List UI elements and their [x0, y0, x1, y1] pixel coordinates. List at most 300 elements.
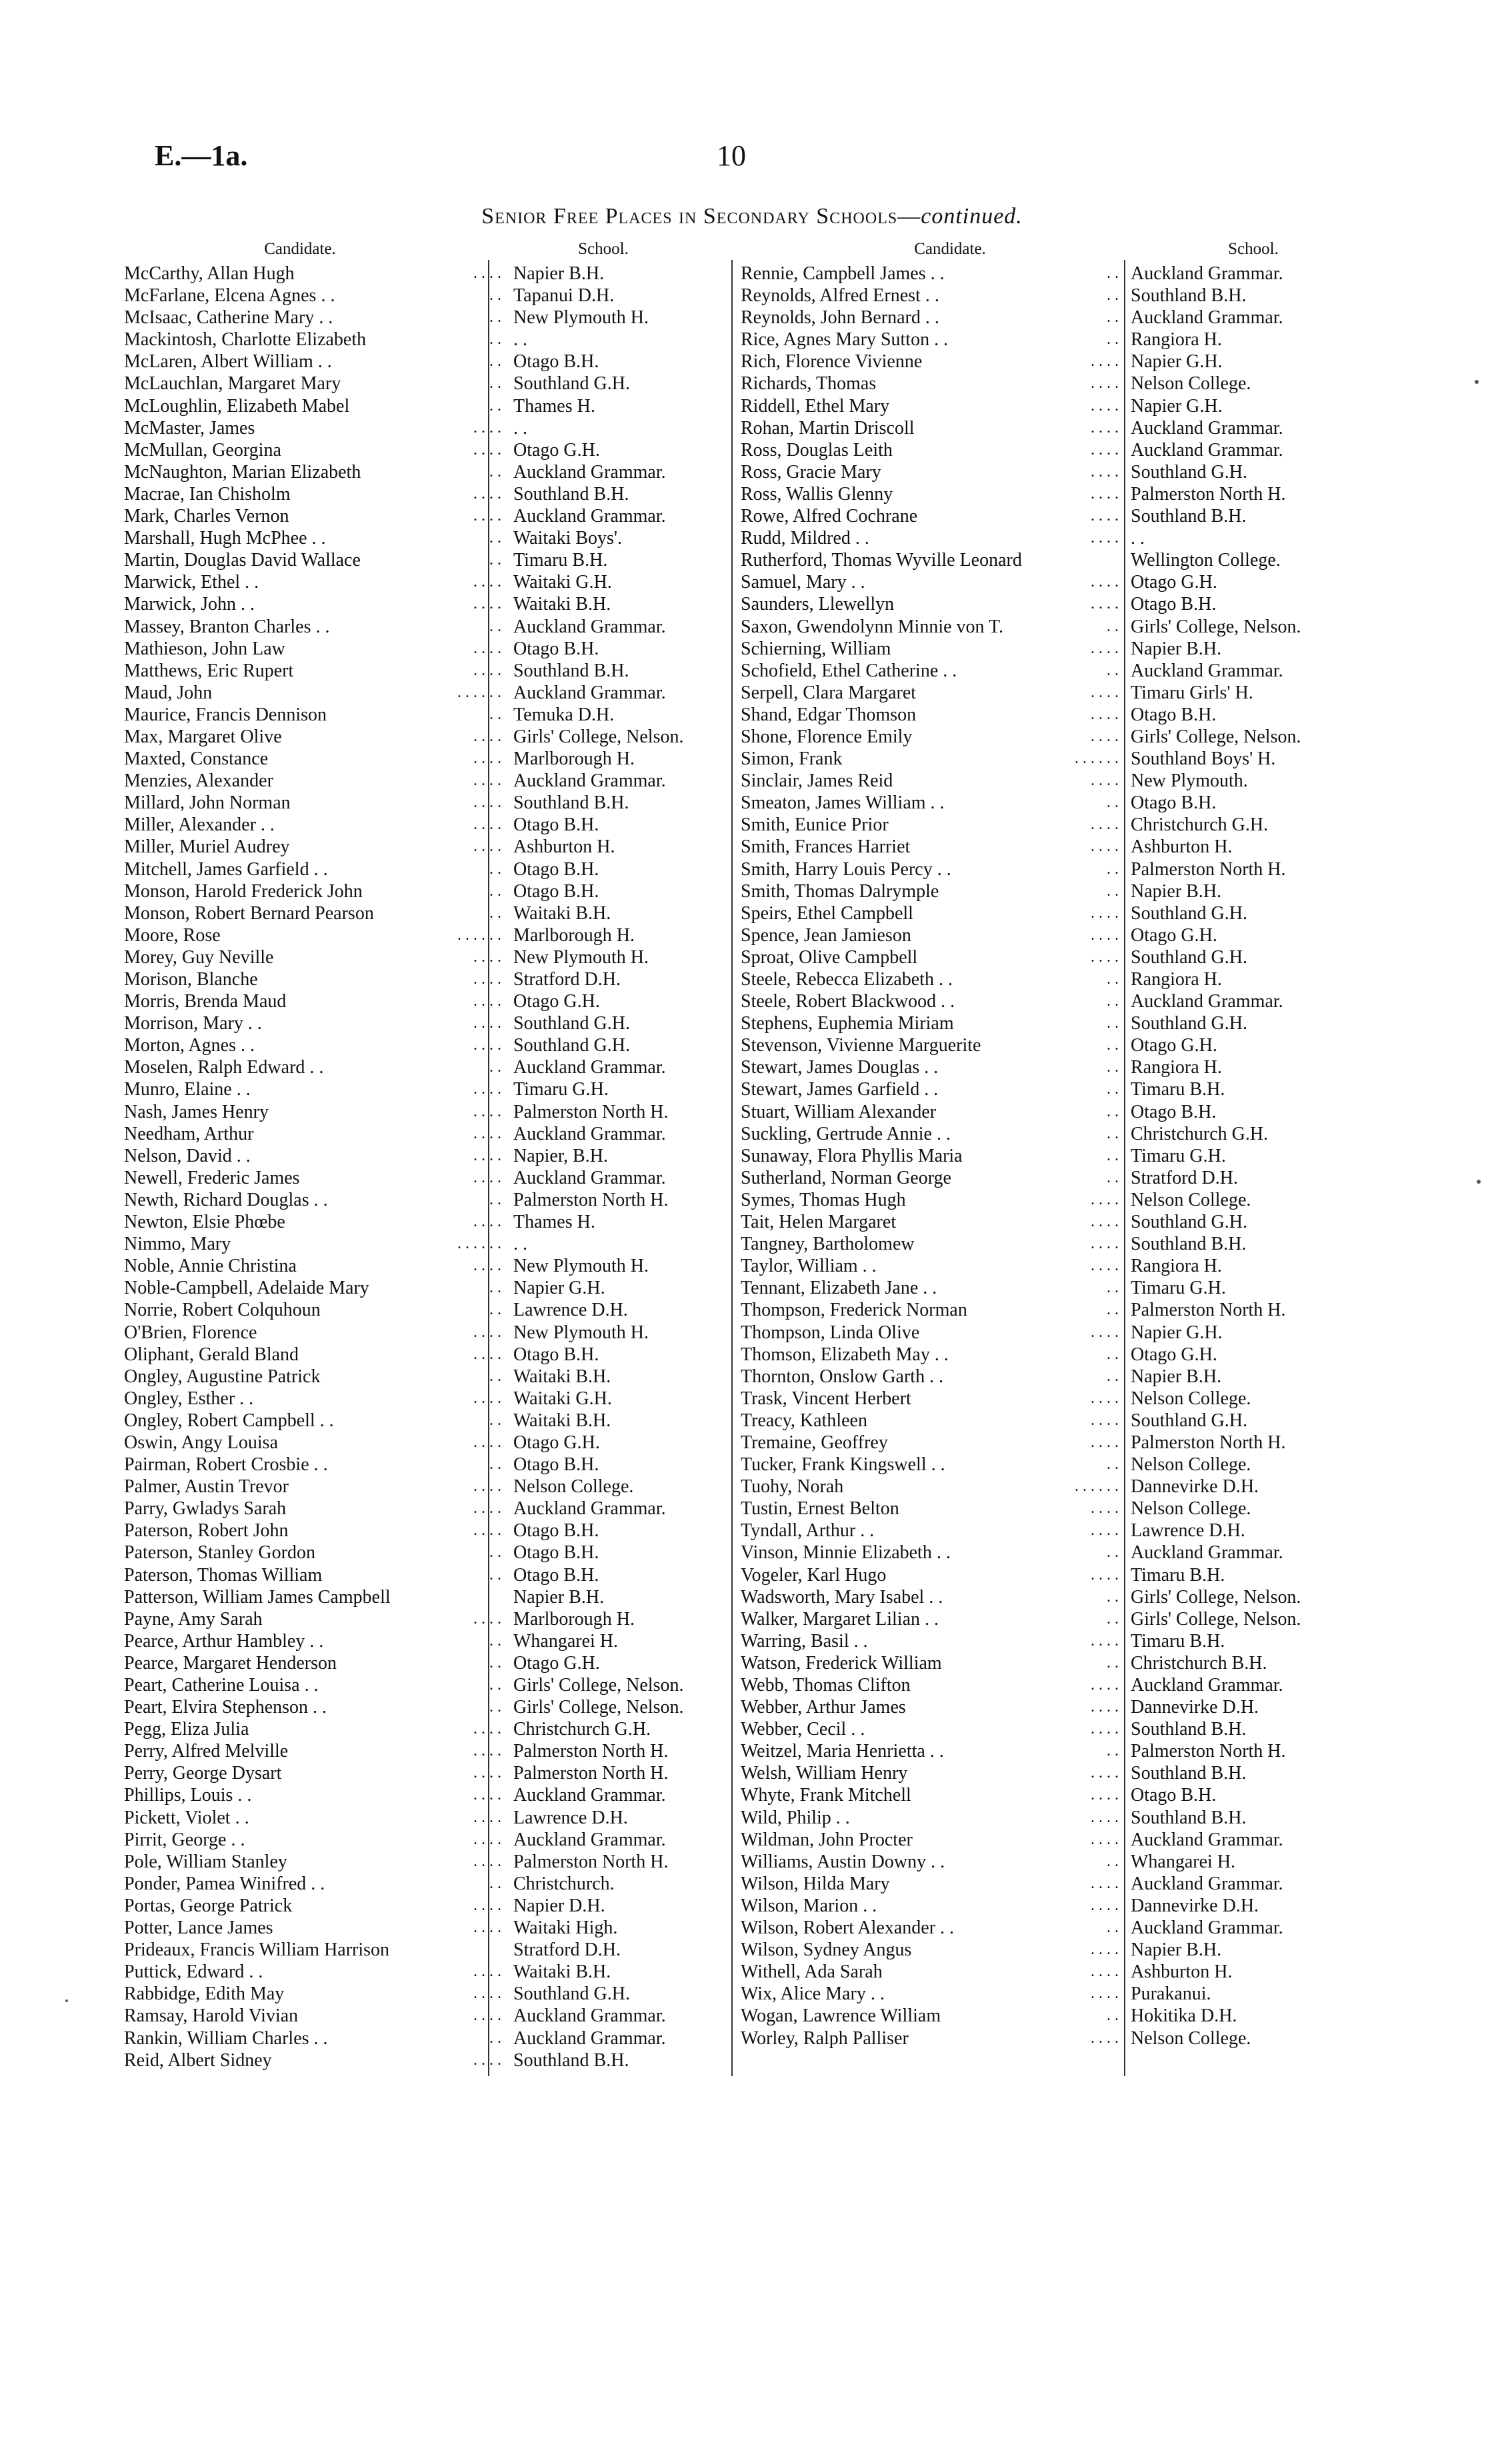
leader-dots: . .	[1107, 1168, 1119, 1186]
candidate-name: Vogeler, Karl Hugo	[741, 1564, 887, 1586]
leader-dots: . . . .	[1091, 904, 1119, 922]
candidate-name: Richards, Thomas	[741, 373, 877, 395]
candidate-name: McMaster, James	[124, 417, 255, 439]
school-name: Auckland Grammar.	[513, 770, 666, 792]
table-row	[124, 483, 724, 505]
school-name: Southland B.H.	[1131, 1807, 1247, 1828]
leader-dots: . . . .	[473, 1389, 501, 1407]
leader-dots: . . . .	[473, 1963, 501, 1981]
table-row	[741, 924, 1407, 946]
school-name: Southland B.H.	[1131, 1763, 1247, 1784]
candidate-name: Saxon, Gwendolynn Minnie von T.	[741, 616, 1004, 637]
school-name: . .	[513, 1234, 527, 1255]
table-row	[124, 1101, 724, 1123]
school-name: Timaru Girls' H.	[1131, 682, 1253, 703]
school-name: Auckland Grammar.	[1131, 991, 1283, 1012]
leader-dots: . . . .	[1091, 1720, 1119, 1738]
leader-dots: . .	[1107, 1124, 1119, 1142]
table-row	[124, 1123, 724, 1145]
school-name: New Plymouth H.	[513, 1256, 649, 1277]
school-name: Otago G.H.	[513, 1652, 600, 1674]
leader-dots: . . . .	[473, 1830, 501, 1848]
school-name: Waitaki B.H.	[513, 594, 611, 615]
table-row	[124, 1498, 724, 1520]
school-name: Dannevirke D.H.	[1131, 1697, 1259, 1718]
table-row	[741, 616, 1407, 638]
school-name: Southland G.H.	[1131, 1410, 1247, 1431]
candidate-name: Puttick, Edward . .	[124, 1961, 263, 1983]
table-row	[124, 858, 724, 880]
candidate-name: Treacy, Kathleen	[741, 1410, 867, 1431]
candidate-name: McCarthy, Allan Hugh	[124, 263, 295, 284]
school-name: Napier B.H.	[1131, 880, 1222, 902]
candidate-name: McLaren, Albert William . .	[124, 351, 332, 373]
leader-dots: . .	[489, 1566, 501, 1584]
table-row	[741, 2027, 1407, 2049]
leader-dots: . . . .	[1091, 375, 1119, 393]
school-name: Otago B.H.	[513, 1454, 599, 1476]
school-name: Otago B.H.	[513, 858, 599, 880]
candidate-name: Norrie, Robert Colquhoun	[124, 1300, 321, 1321]
leader-dots: . . . .	[473, 948, 501, 966]
table-row	[124, 461, 724, 483]
leader-dots: . .	[489, 705, 501, 723]
leader-dots: . . . .	[473, 1257, 501, 1275]
candidate-name: Reynolds, John Bernard . .	[741, 307, 939, 329]
candidate-name: Sproat, Olive Campbell	[741, 946, 918, 968]
candidate-name: McLauchlan, Margaret Mary	[124, 373, 341, 395]
school-name: Palmerston North H.	[1131, 1432, 1286, 1453]
leader-dots: . . . .	[1091, 573, 1119, 591]
leader-dots: . . . .	[1091, 463, 1119, 481]
candidate-name: Ongley, Robert Campbell . .	[124, 1410, 334, 1431]
leader-dots: . .	[489, 397, 501, 415]
school-name: Timaru B.H.	[1131, 1079, 1225, 1100]
candidate-name: Morton, Agnes . .	[124, 1035, 255, 1056]
leader-dots: . . . .	[473, 661, 501, 679]
candidate-name: Macrae, Ian Chisholm	[124, 483, 291, 505]
table-row	[741, 439, 1407, 461]
table-row	[124, 2049, 724, 2071]
table-row	[741, 373, 1407, 395]
school-name: Nelson College.	[1131, 2027, 1251, 2049]
table-row	[741, 1608, 1407, 1630]
school-name: Napier B.H.	[513, 263, 605, 284]
leader-dots: . . . .	[473, 794, 501, 812]
table-row	[124, 902, 724, 924]
school-name: Southland G.H.	[1131, 946, 1247, 968]
candidate-name: Menzies, Alexander	[124, 770, 273, 792]
school-name: Southland G.H.	[1131, 1013, 1247, 1034]
candidate-name: Webber, Arthur James	[741, 1697, 906, 1718]
table-row	[124, 1564, 724, 1586]
school-name: Ashburton H.	[513, 836, 615, 858]
table-row	[741, 593, 1407, 615]
leader-dots: . .	[489, 617, 501, 635]
candidate-name: Trask, Vincent Herbert	[741, 1388, 911, 1409]
candidate-name: Wadsworth, Mary Isabel . .	[741, 1586, 943, 1608]
leader-dots: . .	[1107, 1367, 1119, 1385]
leader-dots: . . . .	[473, 1323, 501, 1341]
leader-dots: . .	[1107, 617, 1119, 635]
school-name: Palmerston North H.	[513, 1101, 669, 1122]
school-name: Rangiora H.	[1131, 969, 1222, 990]
candidate-name: Serpell, Clara Margaret	[741, 682, 917, 703]
leader-dots: . . . .	[1091, 1433, 1119, 1451]
candidate-name: McNaughton, Marian Elizabeth	[124, 461, 361, 483]
candidate-name: McMullan, Georgina	[124, 439, 281, 461]
school-name: Auckland Grammar.	[513, 2005, 666, 2027]
school-name: Rangiora H.	[1131, 1057, 1222, 1078]
leader-dots: . .	[489, 1654, 501, 1672]
school-name: Waitaki Boys'.	[513, 528, 622, 549]
candidate-name: Ross, Wallis Glenny	[741, 483, 893, 505]
left-candidate-header: Candidate.	[264, 240, 336, 258]
table-row	[741, 1012, 1407, 1034]
school-name: Rangiora H.	[1131, 1256, 1222, 1277]
candidate-name: Taylor, William . .	[741, 1256, 877, 1277]
table-row	[741, 1829, 1407, 1851]
candidate-name: Noble, Annie Christina	[124, 1256, 297, 1277]
candidate-name: Smeaton, James William . .	[741, 792, 945, 814]
candidate-name: Steele, Rebecca Elizabeth . .	[741, 969, 953, 990]
candidate-name: Rice, Agnes Mary Sutton . .	[741, 329, 949, 351]
leader-dots: . .	[1107, 1742, 1119, 1760]
table-row	[124, 616, 724, 638]
print-speck	[1475, 380, 1479, 384]
table-row	[741, 1388, 1407, 1410]
leader-dots: . . . .	[1091, 1963, 1119, 1981]
school-name: Southland B.H.	[513, 792, 629, 814]
table-row	[741, 1630, 1407, 1652]
candidate-name: Marwick, John . .	[124, 594, 255, 615]
candidate-name: Marwick, Ethel . .	[124, 572, 259, 593]
print-speck	[65, 1999, 68, 2002]
candidate-name: Suckling, Gertrude Annie . .	[741, 1123, 951, 1144]
candidate-name: Thornton, Onslow Garth . .	[741, 1366, 944, 1387]
table-row	[124, 527, 724, 549]
candidate-name: McLoughlin, Elizabeth Mabel	[124, 395, 350, 417]
leader-dots: . . . .	[473, 816, 501, 834]
school-name: New Plymouth.	[1131, 770, 1248, 792]
candidate-name: Rabbidge, Edith May	[124, 1983, 285, 2005]
candidate-name: Moselen, Ralph Edward . .	[124, 1057, 324, 1078]
table-row	[741, 682, 1407, 704]
table-row	[124, 748, 724, 770]
table-row	[741, 1939, 1407, 1961]
candidate-name: Walker, Margaret Lilian . .	[741, 1608, 939, 1630]
candidate-name: Nelson, David . .	[124, 1145, 251, 1166]
table-row	[741, 1454, 1407, 1476]
leader-dots: . . . . . .	[457, 1235, 501, 1253]
table-row	[741, 1873, 1407, 1895]
candidate-name: Worley, Ralph Palliser	[741, 2027, 909, 2049]
candidate-name: Millard, John Norman	[124, 792, 291, 814]
table-row	[741, 1366, 1407, 1388]
leader-dots: . . . .	[1091, 639, 1119, 657]
school-name: Auckland Grammar.	[1131, 1675, 1283, 1696]
school-name: Christchurch.	[513, 1873, 615, 1894]
table-row	[124, 704, 724, 726]
school-name: Waitaki High.	[513, 1917, 618, 1939]
school-name: Southland B.H.	[513, 660, 629, 681]
candidate-name: Pearce, Arthur Hambley . .	[124, 1630, 324, 1652]
candidate-name: Matthews, Eric Rupert	[124, 660, 294, 681]
leader-dots: . .	[1107, 1456, 1119, 1474]
table-row	[124, 571, 724, 593]
leader-dots: . . . .	[1091, 1323, 1119, 1341]
table-row	[741, 263, 1407, 285]
leader-dots: . .	[489, 375, 501, 393]
school-name: Stratford D.H.	[513, 1939, 621, 1961]
school-name: Nelson College.	[1131, 1388, 1251, 1409]
candidate-name: Wilson, Marion . .	[741, 1895, 877, 1916]
table-row	[741, 1167, 1407, 1189]
table-row	[741, 1520, 1407, 1542]
table-row	[124, 814, 724, 836]
leader-dots: . .	[489, 1456, 501, 1474]
school-name: Palmerston North H.	[1131, 1300, 1286, 1321]
school-name: Napier, B.H.	[513, 1145, 608, 1166]
candidate-name: Payne, Amy Sarah	[124, 1608, 263, 1630]
school-name: Napier B.H.	[513, 1586, 605, 1608]
page-identifier: E.—1a.	[155, 139, 248, 172]
leader-dots: . .	[489, 904, 501, 922]
table-row	[124, 1983, 724, 2005]
candidate-name: Tangney, Bartholomew	[741, 1234, 915, 1255]
school-name: Christchurch G.H.	[1131, 814, 1269, 836]
school-name: Palmerston North H.	[513, 1763, 669, 1784]
school-name: Palmerston North H.	[1131, 483, 1286, 505]
candidate-name: Maud, John	[124, 682, 213, 703]
school-name: Timaru G.H.	[1131, 1145, 1226, 1166]
leader-dots: . .	[1107, 1014, 1119, 1032]
table-row	[741, 726, 1407, 748]
table-row	[741, 1189, 1407, 1211]
table-row	[741, 1034, 1407, 1056]
school-name: Auckland Grammar.	[513, 1057, 666, 1078]
table-row	[741, 1762, 1407, 1784]
leader-dots: . .	[1107, 331, 1119, 349]
candidate-name: Ponder, Pamea Winifred . .	[124, 1873, 325, 1894]
candidate-name: McFarlane, Elcena Agnes . .	[124, 285, 335, 307]
candidate-name: Wogan, Lawrence William	[741, 2005, 941, 2027]
school-name: Southland B.H.	[1131, 506, 1247, 527]
title-continued: continued.	[921, 204, 1023, 229]
school-name: Dannevirke D.H.	[1131, 1895, 1259, 1916]
table-row	[124, 1696, 724, 1718]
table-row	[741, 1211, 1407, 1233]
leader-dots: . .	[1107, 1919, 1119, 1937]
school-name: Southland G.H.	[1131, 1212, 1247, 1233]
leader-dots: . .	[1107, 1654, 1119, 1672]
school-name: Otago G.H.	[1131, 1344, 1217, 1365]
table-row	[124, 968, 724, 990]
table-row	[124, 1917, 724, 1939]
candidate-name: O'Brien, Florence	[124, 1322, 257, 1343]
school-name: Girls' College, Nelson.	[513, 1675, 684, 1696]
table-row	[124, 1784, 724, 1806]
table-row	[741, 2005, 1407, 2027]
candidate-name: Pole, William Stanley	[124, 1851, 287, 1872]
table-row	[124, 1630, 724, 1652]
right-candidate-list	[741, 263, 1407, 2049]
school-name: Auckland Grammar.	[1131, 1829, 1283, 1850]
page-title	[0, 204, 1504, 229]
leader-dots: . .	[1107, 970, 1119, 988]
school-name: Otago B.H.	[513, 1564, 599, 1586]
school-name: Whangarei H.	[1131, 1851, 1236, 1872]
candidate-name: Newton, Elsie Phœbe	[124, 1212, 285, 1233]
table-row	[124, 1454, 724, 1476]
candidate-name: Ross, Gracie Mary	[741, 461, 881, 483]
candidate-name: Vinson, Minnie Elizabeth . .	[741, 1542, 951, 1564]
candidate-name: Thomson, Elizabeth May . .	[741, 1344, 949, 1365]
school-name: . .	[513, 329, 527, 351]
leader-dots: . . . .	[473, 1146, 501, 1164]
leader-dots: . . . .	[473, 1919, 501, 1937]
candidate-name: Ongley, Augustine Patrick	[124, 1366, 321, 1387]
school-name: Southland G.H.	[1131, 902, 1247, 924]
school-name: New Plymouth H.	[513, 1322, 649, 1343]
leader-dots: . . . . . .	[457, 926, 501, 944]
leader-dots: . . . .	[473, 419, 501, 437]
table-row	[741, 549, 1407, 571]
table-row	[741, 1145, 1407, 1167]
leader-dots: . .	[489, 1279, 501, 1297]
candidate-name: Needham, Arthur	[124, 1123, 254, 1144]
school-name: Marlborough H.	[513, 1608, 635, 1630]
candidate-name: Rennie, Campbell James . .	[741, 263, 945, 284]
table-row	[124, 1167, 724, 1189]
table-row	[124, 1189, 724, 1211]
leader-dots: . . . .	[1091, 1411, 1119, 1429]
table-row	[124, 1608, 724, 1630]
school-name: Timaru B.H.	[1131, 1630, 1225, 1652]
school-name: Southland B.H.	[513, 483, 629, 505]
table-row	[741, 1674, 1407, 1696]
table-row	[124, 1652, 724, 1674]
school-name: Girls' College, Nelson.	[1131, 726, 1301, 747]
leader-dots: . .	[1107, 860, 1119, 878]
leader-dots: . . . .	[473, 1522, 501, 1540]
candidate-name: Parry, Gwladys Sarah	[124, 1498, 287, 1520]
school-name: Auckland Grammar.	[1131, 1542, 1283, 1564]
school-name: Otago B.H.	[513, 814, 599, 836]
table-row	[741, 1807, 1407, 1829]
candidate-name: Oliphant, Gerald Bland	[124, 1344, 299, 1365]
leader-dots: . .	[1107, 992, 1119, 1010]
school-name: Southland G.H.	[513, 373, 630, 395]
school-name: Lawrence D.H.	[513, 1807, 628, 1828]
candidate-name: Riddell, Ethel Mary	[741, 395, 890, 417]
leader-dots: . . . .	[473, 1036, 501, 1054]
leader-dots: . . . .	[473, 1985, 501, 2003]
candidate-name: Pegg, Eliza Julia	[124, 1719, 249, 1740]
leader-dots: . .	[489, 1367, 501, 1385]
leader-dots: . . . .	[1091, 772, 1119, 790]
table-row	[124, 1211, 724, 1233]
leader-dots: . . . . . .	[1075, 750, 1119, 768]
school-name: Waitaki B.H.	[513, 1366, 611, 1387]
candidate-name: Potter, Lance James	[124, 1917, 273, 1939]
table-row	[124, 1388, 724, 1410]
candidate-name: Speirs, Ethel Campbell	[741, 902, 913, 924]
leader-dots: . . . .	[473, 1345, 501, 1363]
leader-dots: . .	[1107, 1080, 1119, 1098]
candidate-name: Shone, Florence Emily	[741, 726, 913, 747]
leader-dots: . .	[1107, 1610, 1119, 1628]
school-name: Auckland Grammar.	[1131, 1873, 1283, 1894]
candidate-name: Wilson, Hilda Mary	[741, 1873, 890, 1894]
school-name: Otago G.H.	[1131, 1035, 1217, 1056]
table-row	[124, 1366, 724, 1388]
table-row	[124, 263, 724, 285]
candidate-name: Warring, Basil . .	[741, 1630, 868, 1652]
school-name: Girls' College, Nelson.	[513, 1697, 684, 1718]
school-name: Nelson College.	[513, 1476, 634, 1498]
school-name: Hokitika D.H.	[1131, 2005, 1237, 2027]
candidate-name: Pirrit, George . .	[124, 1829, 245, 1850]
table-row	[124, 1740, 724, 1762]
school-name: Otago G.H.	[1131, 924, 1217, 946]
candidate-name: Shand, Edgar Thomson	[741, 704, 917, 725]
leader-dots: . . . .	[1091, 419, 1119, 437]
table-row	[124, 1807, 724, 1829]
school-name: Waitaki G.H.	[513, 572, 612, 593]
school-name: Marlborough H.	[513, 748, 635, 770]
school-name: Timaru B.H.	[1131, 1564, 1225, 1586]
table-row	[741, 1895, 1407, 1917]
table-row	[741, 1476, 1407, 1498]
right-school-header: School.	[1228, 240, 1279, 258]
candidate-name: Paterson, Robert John	[124, 1520, 289, 1542]
table-row	[741, 1851, 1407, 1873]
candidate-name: Palmer, Austin Trevor	[124, 1476, 289, 1498]
leader-dots: . . . .	[1091, 507, 1119, 525]
leader-dots: . .	[489, 1676, 501, 1694]
candidate-name: Pickett, Violet . .	[124, 1807, 249, 1828]
candidate-name: Wild, Philip . .	[741, 1807, 850, 1828]
leader-dots: . . . .	[473, 838, 501, 856]
leader-dots: . .	[1107, 882, 1119, 900]
leader-dots: . . . .	[1091, 1874, 1119, 1892]
table-row	[124, 1056, 724, 1078]
school-name: Auckland Grammar.	[1131, 439, 1283, 461]
table-row	[741, 1586, 1407, 1608]
candidate-name: Webb, Thomas Clifton	[741, 1675, 911, 1696]
leader-dots: . . . .	[473, 441, 501, 459]
candidate-name: Smith, Harry Louis Percy . .	[741, 858, 951, 880]
leader-dots: . .	[489, 882, 501, 900]
table-row	[741, 285, 1407, 307]
leader-dots: . . . .	[473, 1852, 501, 1870]
table-row	[124, 836, 724, 858]
leader-dots: . . . .	[1091, 1257, 1119, 1275]
title-main: Senior Free Places in Secondary Schools—	[481, 204, 921, 229]
candidate-name: Thompson, Linda Olive	[741, 1322, 920, 1343]
leader-dots: . .	[489, 1874, 501, 1892]
table-row	[741, 1917, 1407, 1939]
table-row	[741, 1322, 1407, 1344]
leader-dots: . . . .	[473, 1213, 501, 1231]
leader-dots: . . . .	[473, 2007, 501, 2025]
leader-dots: . . . .	[1091, 1190, 1119, 1208]
candidate-name: Paterson, Thomas William	[124, 1564, 323, 1586]
school-name: Temuka D.H.	[513, 704, 615, 725]
candidate-name: Pearce, Margaret Henderson	[124, 1652, 337, 1674]
candidate-name: Symes, Thomas Hugh	[741, 1189, 906, 1210]
